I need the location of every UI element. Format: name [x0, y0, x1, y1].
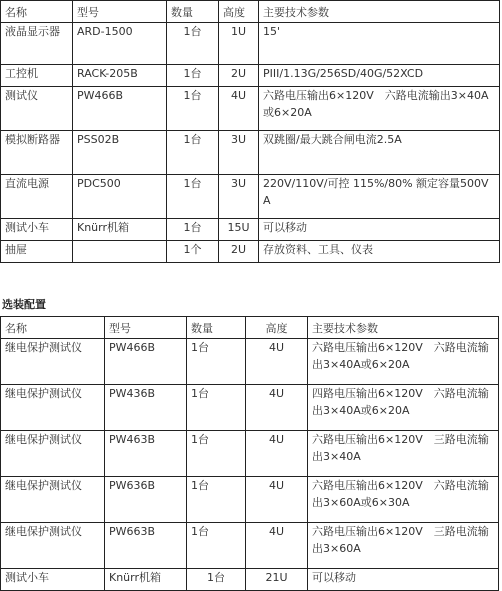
cell-qty: 1台: [167, 131, 219, 175]
table-row: [1, 569, 499, 591]
cell-height: 21U: [246, 569, 308, 591]
cell-height: 4U: [246, 477, 308, 523]
cell-height: 3U: [219, 131, 259, 175]
table-header-row: [1, 1, 500, 23]
cell-model: PW463B: [105, 431, 187, 477]
cell-name: 继电保护测试仪: [1, 431, 105, 477]
table-header-row: [1, 317, 499, 339]
cell-params: 六路电压输出6×120V 六路电流输出3×40A或6×20A: [259, 87, 500, 131]
cell-model: PDC500: [73, 175, 167, 219]
cell-qty: 1台: [187, 477, 246, 523]
cell-name: 直流电源: [1, 175, 73, 219]
cell-name: 工控机: [1, 65, 73, 87]
table-row: [1, 175, 500, 219]
section-title-optional-config: 选装配置: [2, 298, 46, 311]
cell-params: 双跳圈/最大跳合闸电流2.5A: [259, 131, 500, 175]
cell-params: 15': [259, 23, 500, 65]
cell-params: PIII/1.13G/256SD/40G/52XCD: [259, 65, 500, 87]
cell-name: 测试小车: [1, 219, 73, 241]
cell-height: 4U: [246, 339, 308, 385]
cell-model: PW436B: [105, 385, 187, 431]
cell-params: 四路电压输出6×120V 六路电流输出3×40A或6×20A: [308, 385, 499, 431]
cell-params: 可以移动: [308, 569, 499, 591]
cell-name: 继电保护测试仪: [1, 385, 105, 431]
cell-qty: 1台: [187, 339, 246, 385]
cell-qty: 1台: [187, 431, 246, 477]
cell-qty: 1台: [167, 65, 219, 87]
cell-height: 2U: [219, 241, 259, 263]
header-model: 型号: [105, 317, 187, 339]
header-qty: 数量: [187, 317, 246, 339]
table-row: [1, 241, 500, 263]
optional-config-table: [0, 316, 499, 591]
cell-model: RACK-205B: [73, 65, 167, 87]
table-row: [1, 523, 499, 569]
table-row: [1, 477, 499, 523]
cell-height: 4U: [246, 431, 308, 477]
header-height: 高度: [219, 1, 259, 23]
cell-name: 继电保护测试仪: [1, 339, 105, 385]
cell-model: ARD-1500: [73, 23, 167, 65]
cell-height: 15U: [219, 219, 259, 241]
cell-height: 4U: [219, 87, 259, 131]
table-row: [1, 219, 500, 241]
cell-height: 4U: [246, 385, 308, 431]
cell-model: Knürr机箱: [73, 219, 167, 241]
header-name: 名称: [1, 1, 73, 23]
cell-model: PSS02B: [73, 131, 167, 175]
cell-model: PW663B: [105, 523, 187, 569]
cell-height: 3U: [219, 175, 259, 219]
header-params: 主要技术参数: [308, 317, 499, 339]
cell-qty: 1台: [187, 523, 246, 569]
cell-model: Knürr机箱: [105, 569, 187, 591]
table-row: [1, 431, 499, 477]
cell-params: 220V/110V/可控 115%/80% 额定容量500VA: [259, 175, 500, 219]
standard-config-table: [0, 0, 500, 263]
cell-params: 六路电压输出6×120V 三路电流输出3×60A: [308, 523, 499, 569]
table-row: [1, 23, 500, 65]
header-qty: 数量: [167, 1, 219, 23]
table-row: [1, 385, 499, 431]
cell-qty: 1台: [167, 175, 219, 219]
cell-height: 1U: [219, 23, 259, 65]
table-row: [1, 65, 500, 87]
cell-qty: 1台: [167, 219, 219, 241]
cell-name: 抽屉: [1, 241, 73, 263]
cell-name: 继电保护测试仪: [1, 477, 105, 523]
cell-name: 继电保护测试仪: [1, 523, 105, 569]
cell-height: 2U: [219, 65, 259, 87]
cell-model: [73, 241, 167, 263]
cell-params: 六路电压输出6×120V 六路电流输出3×40A或6×20A: [308, 339, 499, 385]
cell-qty: 1个: [167, 241, 219, 263]
cell-model: PW466B: [73, 87, 167, 131]
cell-params: 可以移动: [259, 219, 500, 241]
cell-qty: 1台: [167, 87, 219, 131]
cell-qty: 1台: [167, 23, 219, 65]
cell-model: PW636B: [105, 477, 187, 523]
cell-name: 液晶显示器: [1, 23, 73, 65]
header-height: 高度: [246, 317, 308, 339]
header-name: 名称: [1, 317, 105, 339]
cell-name: 测试小车: [1, 569, 105, 591]
cell-qty: 1台: [187, 385, 246, 431]
cell-name: 测试仪: [1, 87, 73, 131]
cell-name: 模拟断路器: [1, 131, 73, 175]
table-row: [1, 87, 500, 131]
cell-model: PW466B: [105, 339, 187, 385]
cell-params: 六路电压输出6×120V 六路电流输出3×60A或6×30A: [308, 477, 499, 523]
header-model: 型号: [73, 1, 167, 23]
table-row: [1, 339, 499, 385]
header-params: 主要技术参数: [259, 1, 500, 23]
cell-height: 4U: [246, 523, 308, 569]
cell-qty: 1台: [187, 569, 246, 591]
table-row: [1, 131, 500, 175]
cell-params: 存放资料、工具、仪表: [259, 241, 500, 263]
cell-params: 六路电压输出6×120V 三路电流输出3×40A: [308, 431, 499, 477]
